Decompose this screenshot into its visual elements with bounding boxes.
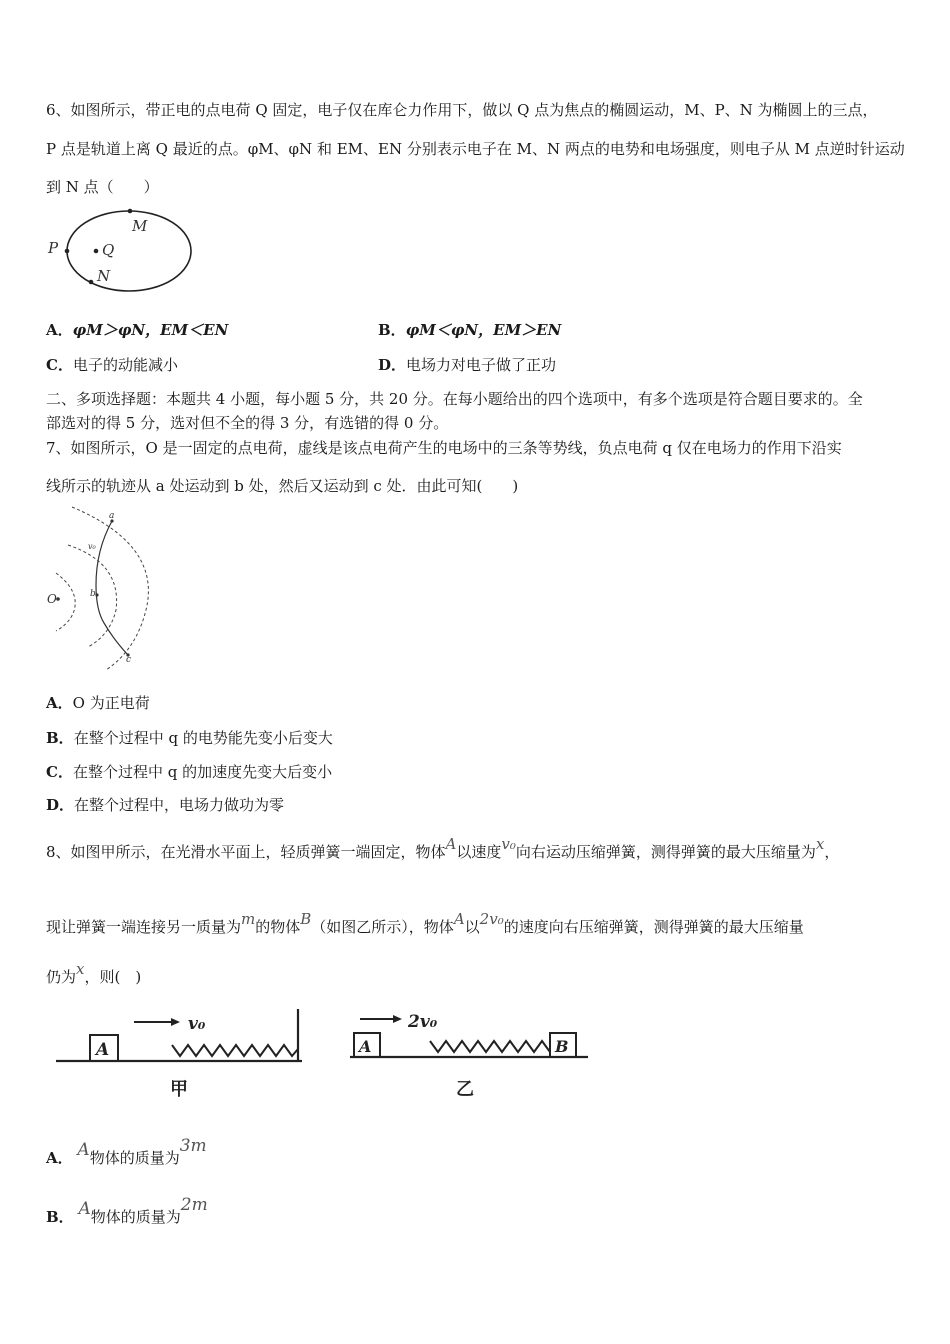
q8-option-b (46, 1195, 208, 1227)
q8-l1-v0: v₀ (501, 835, 516, 853)
q8-option-b-val: 2m (180, 1195, 208, 1215)
q8-option-a-key: A． (46, 1149, 73, 1167)
q8-l2-m: m (241, 910, 256, 928)
arrow-yi-head (393, 1015, 402, 1023)
velocity-jia-label: v₀ (188, 1014, 206, 1034)
velocity-yi-label: 2v₀ (408, 1012, 438, 1032)
q8-line-1 (46, 835, 840, 862)
label-c: c (126, 655, 132, 665)
q8-l3-a: 仍为 (46, 968, 77, 986)
q8-option-b-sym: A (78, 1199, 91, 1219)
q8-line-2 (46, 910, 804, 937)
section2-line-2: 部选对的得 5 分，选对但不全的得 3 分，有选错的得 0 分。 (46, 414, 449, 432)
q6-line-2: P 点是轨道上离 Q 最近的点。φM、φN 和 EM、EN 分别表示电子在 M、N 两点的电势和电场强度，则电子从 M 点逆时针运动 (46, 140, 905, 158)
point-Q (94, 249, 99, 254)
q6-option-d-key: D． (378, 356, 407, 374)
label-a: a (109, 511, 115, 521)
q8-l2-d: 以 (464, 918, 480, 936)
q7-line-2: 线所示的轨迹从 a 处运动到 b 处，然后又运动到 c 处．由此可知( ) (46, 477, 519, 495)
q8-l1-a: 8、如图甲所示，在光滑水平面上，轻质弹簧一端固定，物体 (46, 843, 446, 861)
q8-figure-jia (50, 1005, 310, 1100)
trajectory (96, 521, 128, 655)
label-Q: Q (102, 241, 115, 259)
arrow-jia-head (171, 1018, 180, 1026)
equipotential-inner (56, 573, 75, 631)
q6-option-d-text: 电场力对电子做了正功 (406, 356, 557, 374)
q7-option-d (46, 795, 284, 815)
section2-line-1: 二、多项选择题：本题共 4 小题，每小题 5 分，共 20 分。在每小题给出的四个选项中，有多个选项是符合题目要求的。全 (46, 390, 863, 408)
point-P (65, 249, 70, 254)
q7-option-a-text: O 为正电荷 (72, 694, 150, 712)
q7-option-c-key: C． (46, 763, 73, 781)
q6-line-3: 到 N 点（ ） (46, 178, 159, 196)
q8-l2-2v0: 2v₀ (479, 910, 504, 928)
caption-jia: 甲 (170, 1079, 188, 1100)
q7-option-d-text: 在整个过程中，电场力做功为零 (74, 796, 285, 814)
block-a-yi-label: A (359, 1037, 372, 1056)
q7-line-1: 7、如图所示，O 是一固定的点电荷，虚线是该点电荷产生的电场中的三条等势线，负点电荷 q 仅在电场力的作用下沿实 (46, 439, 842, 457)
caption-yi: 乙 (456, 1079, 474, 1100)
q8-l2-b: 的物体 (255, 918, 301, 936)
q8-l1-x: x (815, 835, 825, 853)
label-P: P (48, 239, 59, 257)
q8-l1-c: 向右运动压缩弹簧，测得弹簧的最大压缩量为 (515, 843, 816, 861)
q7-option-a-key: A． (46, 694, 73, 712)
q7-option-b (46, 728, 333, 748)
orbit-ellipse (67, 211, 191, 291)
q8-l2-B: B (300, 910, 312, 928)
q7-option-d-key: D． (46, 796, 75, 814)
q7-equipotential-figure (44, 505, 159, 675)
q7-option-b-key: B． (46, 729, 74, 747)
q8-line-3 (46, 960, 142, 987)
q8-l1-d: ， (824, 843, 840, 861)
label-N: N (97, 267, 111, 285)
label-M: M (132, 217, 148, 235)
point-M (128, 209, 133, 214)
q8-option-a-sym: A (77, 1140, 90, 1160)
q8-l3-b: ，则( ) (84, 968, 142, 986)
q6-ellipse-figure (44, 205, 204, 305)
q7-option-b-text: 在整个过程中 q 的电势能先变小后变大 (73, 729, 333, 747)
q8-l1-b: 以速度 (456, 843, 502, 861)
spring-jia (172, 1045, 298, 1056)
q6-option-b-text: φM＜φN，EM＞EN (405, 321, 562, 339)
q8-option-a (46, 1136, 207, 1168)
q8-l1-A: A (445, 835, 457, 853)
q8-l2-a: 现让弹簧一端连接另一质量为 (46, 918, 242, 936)
q6-option-b-key: B． (378, 321, 406, 339)
q6-option-a-key: A． (46, 321, 73, 339)
q8-option-a-text: 物体的质量为 (89, 1149, 180, 1167)
q6-option-c-key: C． (46, 356, 73, 374)
label-b: b (90, 589, 96, 599)
q6-option-a-text: φM＞φN，EM＜EN (72, 321, 229, 339)
equipotential-outer (72, 507, 148, 670)
q6-option-b (378, 320, 561, 340)
block-a-jia-label: A (96, 1040, 110, 1060)
point-N (89, 280, 94, 285)
label-v0: v₀ (88, 542, 96, 551)
q6-option-c (46, 355, 178, 375)
q6-line-1: 6、如图所示，带正电的点电荷 Q 固定，电子仅在库仑力作用下，做以 Q 点为焦点的椭圆运动，M、P、N 为椭圆上的三点， (46, 101, 878, 119)
q8-l2-e: 的速度向右压缩弹簧，测得弹簧的最大压缩量 (503, 918, 804, 936)
q7-option-a (46, 693, 150, 713)
q8-l3-x: x (76, 960, 85, 978)
q7-option-c-text: 在整个过程中 q 的加速度先变大后变小 (72, 763, 333, 781)
q6-option-d (378, 355, 556, 375)
q7-option-c (46, 762, 332, 782)
q6-option-a (46, 320, 228, 340)
q8-figure-yi (346, 1005, 596, 1100)
q6-option-c-text: 电子的动能减小 (72, 356, 178, 374)
label-O: O (47, 592, 57, 606)
q8-option-b-text: 物体的质量为 (90, 1208, 181, 1226)
block-b-yi-label: B (555, 1037, 569, 1056)
q8-option-b-key: B． (46, 1208, 74, 1226)
q8-l2-c: （如图乙所示），物体 (311, 918, 454, 936)
q8-l2-A: A (453, 910, 465, 928)
spring-yi (430, 1041, 550, 1052)
q8-option-a-val: 3m (179, 1136, 207, 1156)
point-b (95, 593, 98, 596)
